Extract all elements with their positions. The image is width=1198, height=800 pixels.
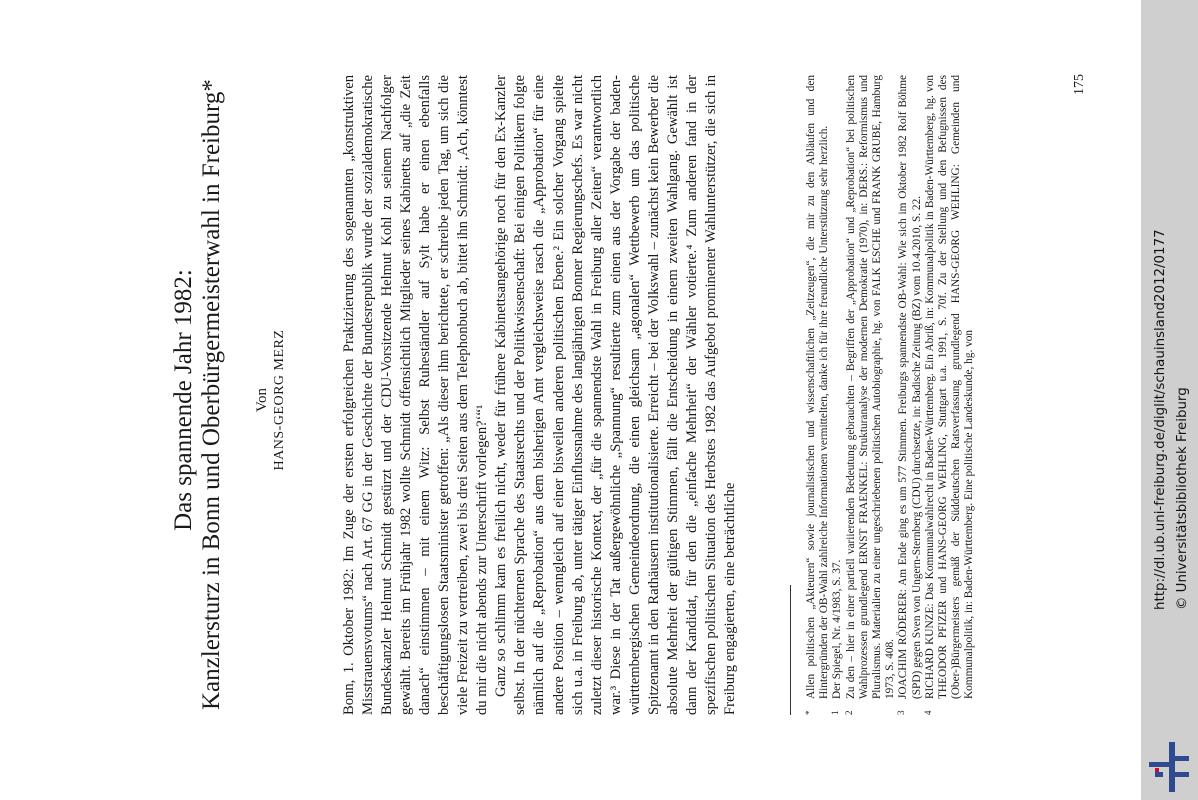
sidebar bbox=[1141, 0, 1198, 800]
footnote: 1 Der Spiegel, Nr. 4/1983, S. 37. bbox=[830, 559, 844, 715]
paragraph-1: Bonn, 1. Oktober 1982: Im Zuge der ersten erfolgreichen Praktizierung des sogenannten „konstruktiven Misstrauensvotums“ nach Art. 67 GG in der Geschichte der Bundesrepublik wurde der sozialdemokratische Bundeskanzler Helmut Schmidt gestürzt und der CDU-Vorsitzende Helmut Kohl zu seinem Nachfolger gewählt. Bereits im Frühjahr 1982 wollte Schmidt offensichtlich Mitglieder seines Kabinetts auf „die Zeit danach“ einstimmen – mit einem Witz: Selbst Ruheständler auf Sylt habe er einen ebenfalls beschäftigungslosen Staatsminister getroffen: „Als dieser ihm berichtete, er schreibe jeden Tag, um sich die viele Freizeit zu vertreiben, zwei bis drei Seiten aus dem Telephonbuch ab, bittet ihn Schmidt: ‚Ach, könntest du mir die nicht abends zur Unterschrift vorlegen?‘“¹ bbox=[341, 75, 491, 715]
copyright-notice: © Universitätsbibliothek Freiburg bbox=[1175, 387, 1190, 610]
paragraph-2: Ganz so schlimm kam es freilich nicht, weder für frühere Kabinettsangehörige noch für den Ex-Kanzler selbst. In der nüchternen Sprache des Staatsrechts und der Politikwissenschaft: Bei einigen Politikern folgte nämlich auf die „Reprobation“ aus dem bisherigen Amt vergleichsweise rasch die „Approbation“ für eine andere Position – wenngleich auf einer bisweilen anderen politischen Ebene.² Ein solcher Vorgang spielte sich u.a. in Freiburg ab, unter tätiger Einflussnahme des langjährigen Bonner Regierungschefs. Es war nicht zuletzt dieser historische Kontext, der „für die spannendste Wahl in Freiburg aller Zeiten“ verantwortlich war.³ Diese in der Tat außergewöhnliche „Spannung“ resultierte zum einen aus der Vorgabe der baden-württembergischen Gemeindeordnung, die einen gleichsam „agonalen“ Wettbewerb um das politische Spitzenamt in den Rathäusern institutionalisierte. Erreicht – bei der Volkswahl – zunächst kein Bewerber die absolute Mehrheit der gültigen Stimmen, fällt die Entscheidung in einem zweiten Wahlgang. Gewählt ist dann der Kandidat, für den die „einfache Mehrheit“ der Wähler votierte.⁴ Zum anderen fand in der spezifischen politischen Situation des Herbstes 1982 das Aufgebot prominenter Wahlunterstützer, die sich in Freiburg engagierten, eine beträchtliche bbox=[493, 75, 738, 715]
footnote: * Allen politischen „Akteuren“ sowie journalistischen und wissenschaftlichen „Zeitzeugen“, die mir zu den Abläufen und den Hintergründen der OB-Wahl zahlreiche Informationen vermittelten, danke ich für ihre freundliche Unterstützung sehr herzlich. bbox=[804, 75, 831, 715]
page-number: 175 bbox=[1072, 74, 1087, 95]
permalink-url[interactable]: http://dl.ub.uni-freiburg.de/diglit/schauinsland2012/0177 bbox=[1153, 229, 1168, 610]
footnote: 4 RICHARD KUNZE: Das Kommunalwahlrecht in Baden-Württemberg. Ein Abriß, in: Kommunalpolitik in Baden-Württemberg, hg. von THEODOR PFIZER und HANS-GEORG WEHLING, Stuttgart u.a. 1991, S. 70f. Zu der Stellung und den Befugnissen des (Ober-)Bürgermeisters gemäß der Süddeutschen Ratsverfassung grundlegend HANS-GEORG WEHLING: Gemeinden und Kommunalpolitik, in: Baden-Württemberg. Eine politische Landeskunde, hg. von bbox=[922, 75, 976, 715]
author-name: HANS-GEORG MERZ bbox=[272, 329, 287, 471]
byline-von: Von bbox=[254, 388, 270, 412]
title-line-1: Das spannende Jahr 1982: bbox=[170, 269, 197, 531]
article-title bbox=[170, 79, 226, 710]
ub-freiburg-logo-icon bbox=[1149, 742, 1194, 792]
sidebar-text bbox=[1141, 0, 1198, 800]
footnote: 3 JOACHIM RÖDERER: Am Ende ging es um 577 Stimmen. Freiburgs spannendste OB-Wahl: Wie sich im Oktober 1982 Rolf Böhme (SPD) gegen Sven von Ungern-Sternberg (CDU) durchsetzte, in: Badische Zeitung (BZ) vom 10.4.2010, S. 22. bbox=[896, 75, 923, 715]
footnote-divider bbox=[790, 585, 791, 715]
title-line-2: Kanzlersturz in Bonn und Oberbürgermeisterwahl in Freiburg* bbox=[198, 79, 225, 710]
body-text bbox=[340, 75, 740, 715]
footnotes bbox=[805, 75, 977, 715]
footnote: 2 Zu den – hier in einer partiell variierenden Bedeutung gebrauchten – Begriffen der „Approbation“ und „Reprobation“ bei politischen Wahlprozessen grundlegend ERNST FRAENKEL: Strukturanalyse der modernen Demokratie (1970), in: DERS.: Reformismus und Pluralismus. Materialien zu einer ungeschriebenen politischen Autobiographie, hg. von FALK ESCHE und FRANK GRUBE, Hamburg 1973, S. 408. bbox=[843, 75, 897, 715]
